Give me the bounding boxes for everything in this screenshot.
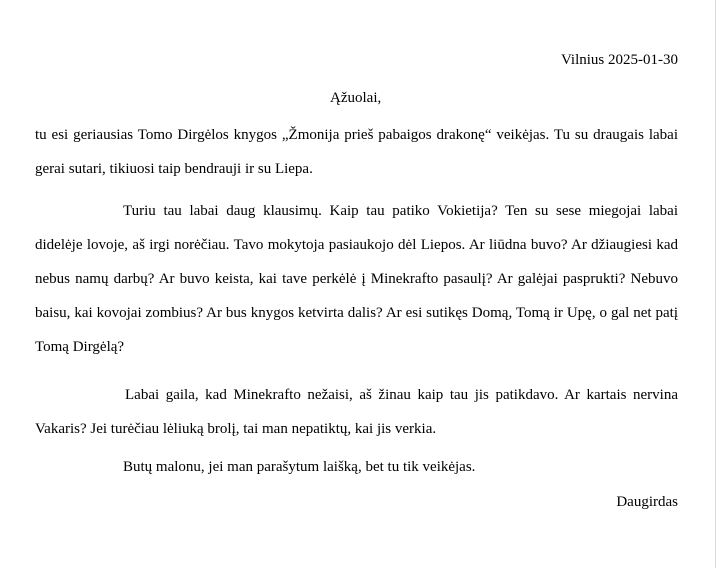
paragraph-questions: Turiu tau labai daug klausimų. Kaip tau patiko Vokietija? Ten su sese miegojai labai didelėje lovoje, aš irgi norėčiau. Tavo mokytoja pasiaukojo dėl Liepos. Ar liūdna buvo? Ar džiaugiesi kad nebus namų darbų? Ar buvo keista, kai tave perkėlė į Minekrafto pasaulį? Ar galėjai pasprukti? Nebuvo baisu, kai kovojai zombius? Ar bus knygos ketvirta dalis? Ar esi sutikęs Domą, Tomą ir Upę, o gal net patį Tomą Dirgėlą? <box>35 203 678 355</box>
greeting: Ąžuolai, <box>330 90 382 106</box>
signature: Daugirdas <box>616 494 678 510</box>
place-date: Vilnius 2025-01-30 <box>560 52 678 68</box>
paragraph-minecraft: Labai gaila, kad Minekrafto nežaisi, aš žinau kaip tau jis patikdavo. Ar kartais nervina Vakaris? Jei turėčiau lėliuką brolį, tai man nepatiktų, kai jis verkia. <box>35 387 678 437</box>
paragraph-intro: tu esi geriausias Tomo Dirgėlos knygos „Žmonija prieš pabaigos drakonę“ veikėjas. Tu su draugais labai gerai sutari, tikiuosi taip bendrauji ir su Liepa. <box>35 127 678 177</box>
paragraph-closing: Butų malonu, jei man parašytum laišką, bet tu tik veikėjas. <box>123 459 476 475</box>
